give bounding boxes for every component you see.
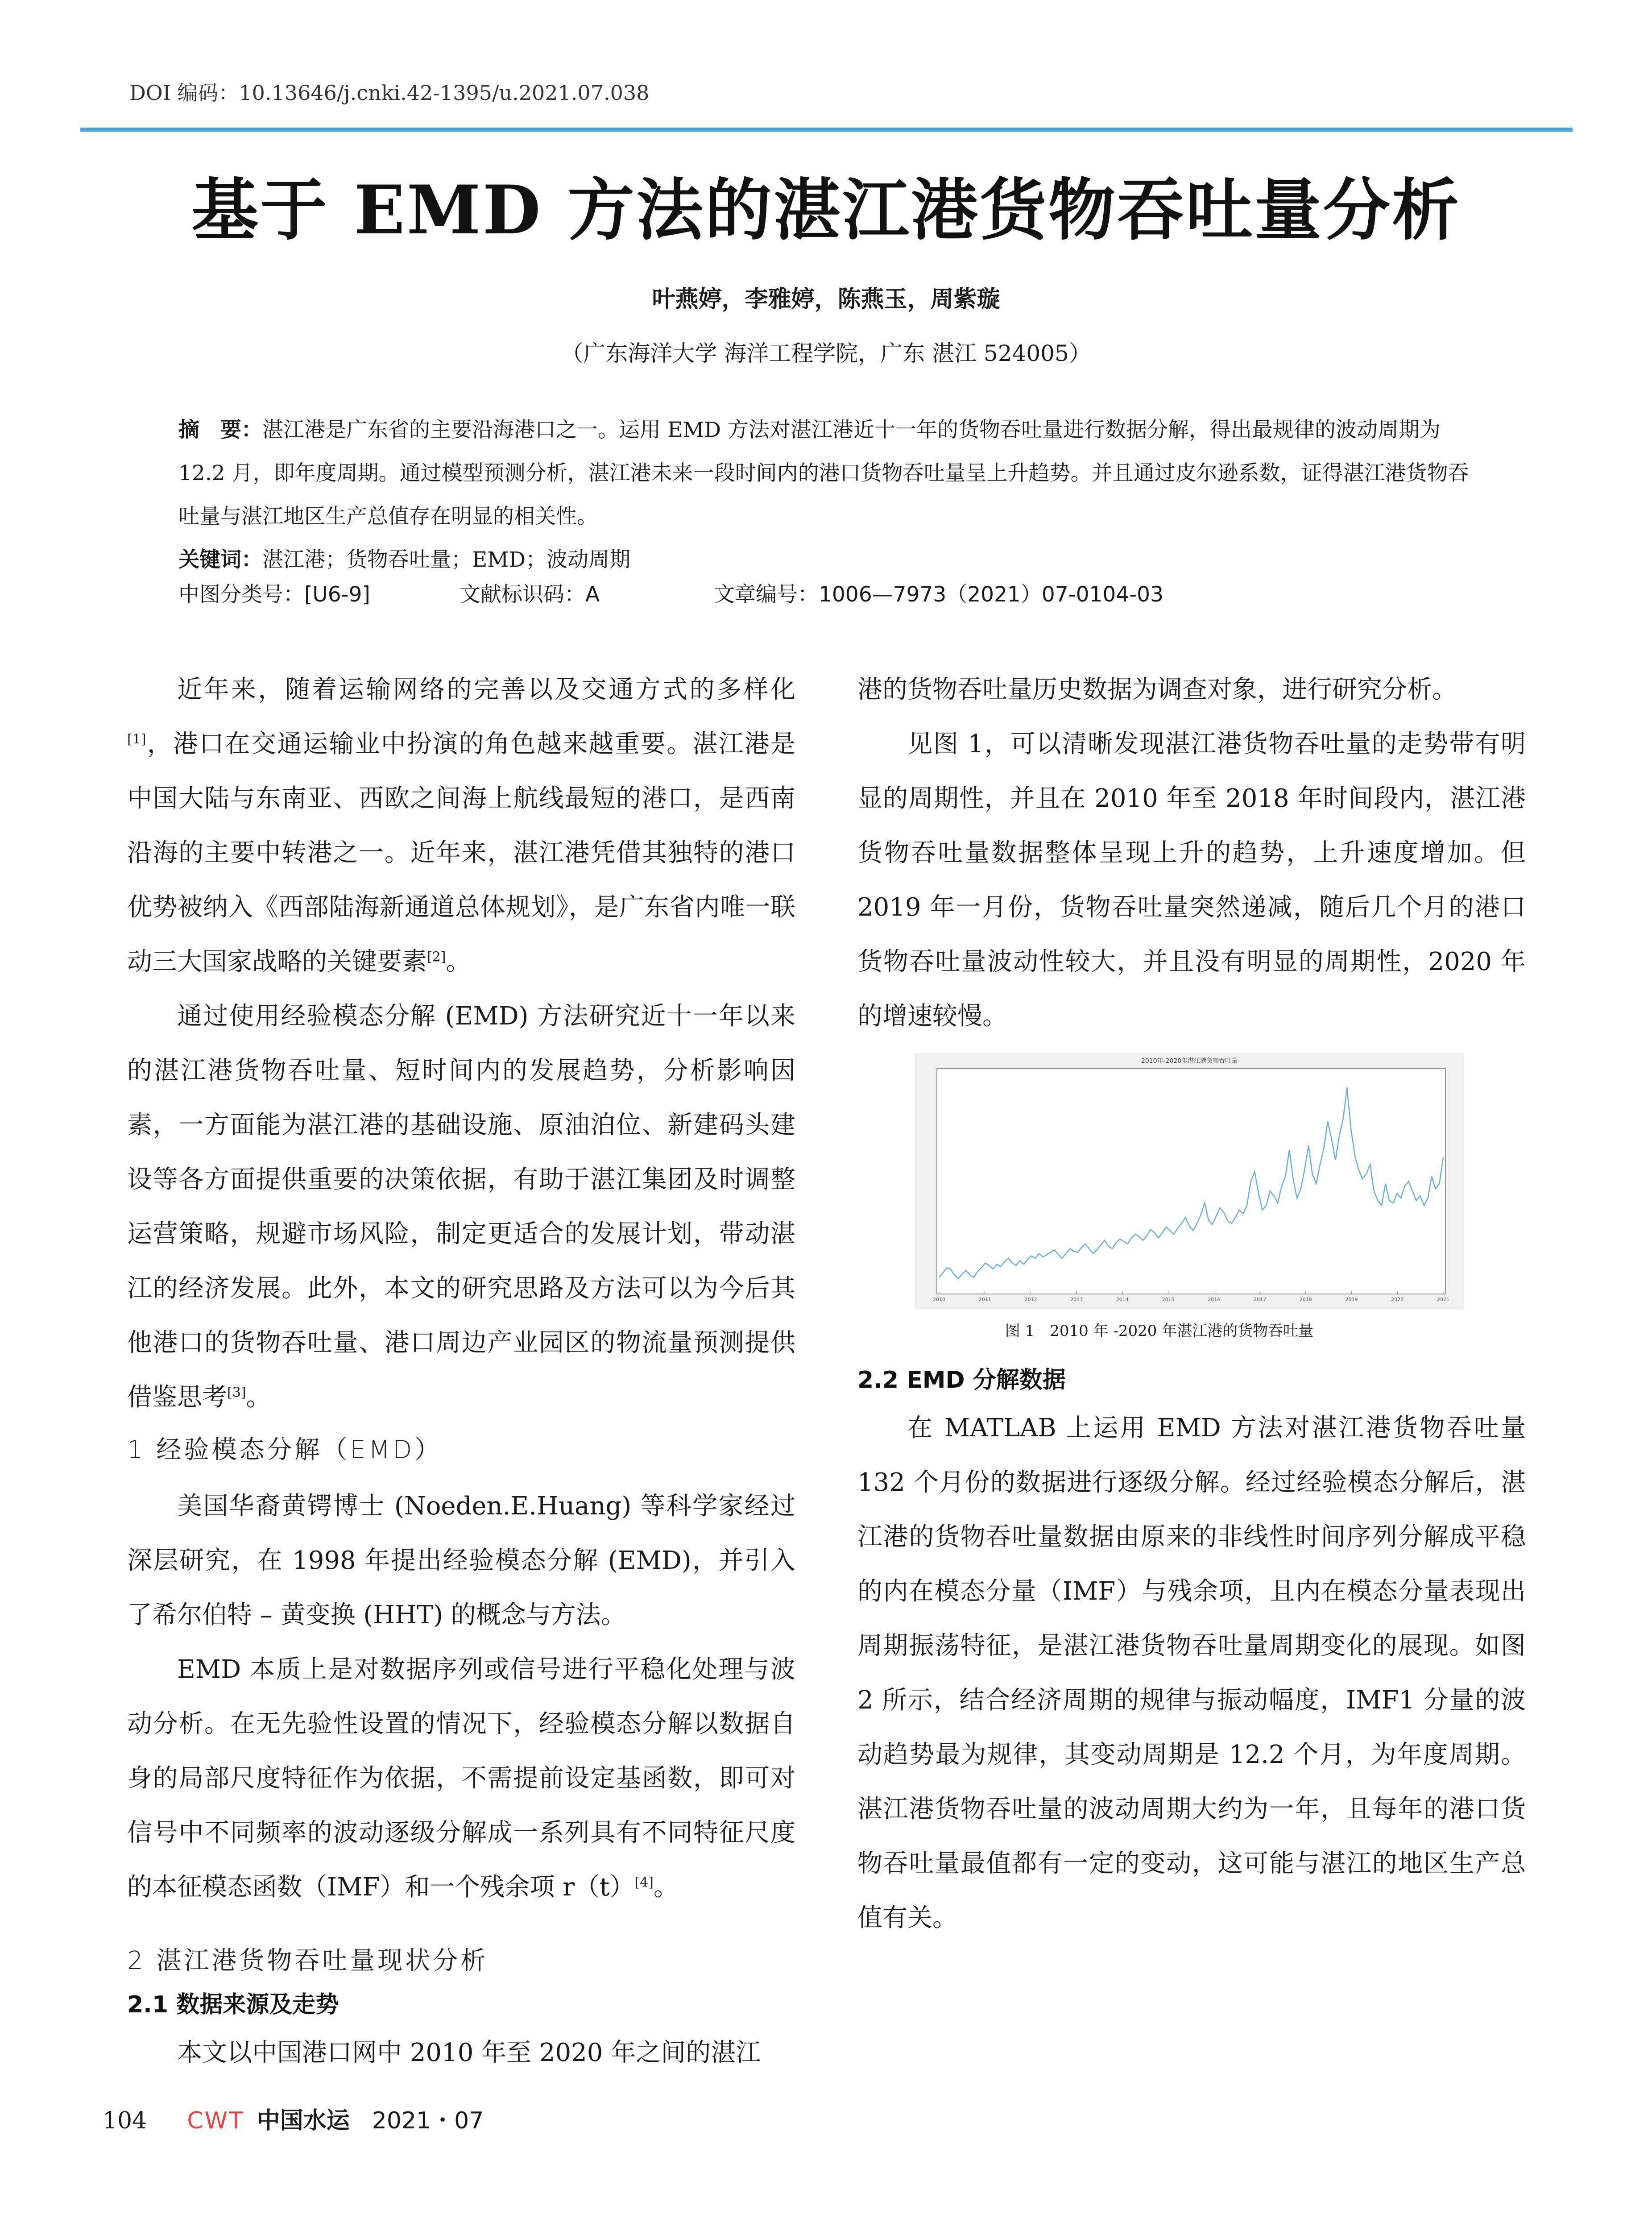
- left-column-sec21: [127, 2026, 795, 2080]
- left-column-sec1: [127, 1479, 795, 1915]
- paper-title: 基于 EMD 方法的湛江港货物吞吐量分析: [191, 171, 1461, 249]
- issue-date: 2021・07: [372, 2107, 484, 2134]
- subsection-heading-2-2: 2.2 EMD 分解数据: [857, 1367, 1066, 1393]
- figure-1: [915, 1053, 1464, 1310]
- right-column-sec22: [857, 1401, 1526, 1945]
- left-column: [127, 663, 795, 1425]
- paragraph: 近年来，随着运输网络的完善以及交通方式的多样化[1]，港口在交通运输业中扮演的角色越来越重要。湛江港是中国大陆与东南亚、西欧之间海上航线最短的港口，是西南沿海的主要中转港之一。近年来，湛江港凭借其独特的港口优势被纳入《西部陆海新通道总体规划》，是广东省内唯一联动三大国家战略的关键要素[2]。: [127, 675, 795, 976]
- chart-title: 2010年-2020年湛江港货物吞吐量: [1141, 1057, 1238, 1065]
- citation: [4]: [634, 1874, 654, 1891]
- x-tick-label: 2020: [1391, 1297, 1404, 1302]
- keywords: 湛江港；货物吞吐量；EMD；波动周期: [262, 547, 631, 572]
- x-tick-label: 2019: [1345, 1297, 1358, 1302]
- citation: [2]: [427, 949, 446, 965]
- x-tick-label: 2010: [933, 1297, 945, 1302]
- x-tick-label: 2016: [1208, 1297, 1221, 1302]
- authors: 叶燕婷，李雅婷，陈燕玉，周紫璇: [652, 286, 1000, 313]
- clc-number: 中图分类号：[U6-9]: [178, 582, 370, 607]
- paragraph: 美国华裔黄锷博士 (Noeden.E.Huang) 等科学家经过深层研究，在 1998 年提出经验模态分解 (EMD)，并引入了希尔伯特 – 黄变换 (HHT) 的概念与方法。: [127, 1492, 795, 1630]
- right-column: [857, 663, 1526, 1044]
- x-tick-label: 2012: [1024, 1297, 1037, 1302]
- x-tick-label: 2015: [1162, 1297, 1175, 1302]
- citation: [3]: [227, 1385, 246, 1401]
- section-heading-2: 2 湛江港货物吞吐量现状分析: [127, 1946, 489, 1975]
- affiliation: （广东海洋大学 海洋工程学院，广东 湛江 524005）: [561, 340, 1091, 366]
- throughput-line-chart: [915, 1053, 1464, 1310]
- x-tick-label: 2013: [1070, 1297, 1083, 1302]
- paragraph: 见图 1，可以清晰发现湛江港货物吞吐量的走势带有明显的周期性，并且在 2010 年至 2018 年时间段内，湛江港货物吞吐量数据整体呈现上升的趋势，上升速度增加。但 2019 年一月份，货物吞吐量突然递减，随后几个月的港口货物吞吐量波动性较大，并且没有明显的周期性，2020 年的增速较慢。: [857, 730, 1526, 1031]
- brand-logo: CWT: [187, 2107, 244, 2134]
- figure-caption: 图 1 2010 年 -2020 年湛江港的货物吞吐量: [1005, 1322, 1314, 1340]
- abstract-label: 摘 要：: [178, 418, 262, 442]
- abstract-text: 湛江港是广东省的主要沿海港口之一。运用 EMD 方法对湛江港近十一年的货物吞吐量进行数据分解，得出最规律的波动周期为 12.2 月，即年度周期。通过模型预测分析，湛江港未来一段时间内的港口货物吞吐量呈上升趋势。并且通过皮尔逊系数，证得湛江港货物吞吐量与湛江地区生产总值存在明显的相关性。: [178, 418, 1469, 529]
- paragraph: 港的货物吞吐量历史数据为调查对象，进行研究分析。: [857, 675, 1457, 704]
- document-code: 文献标识码：A: [460, 582, 600, 607]
- section-heading-1: 1 经验模态分解（EMD）: [127, 1435, 443, 1464]
- article-number: 文章编号：1006—7973（2021）07-0104-03: [714, 582, 1163, 607]
- paragraph: 通过使用经验模态分解 (EMD) 方法研究近十一年以来的湛江港货物吞吐量、短时间内的发展趋势，分析影响因素，一方面能为湛江港的基础设施、原油泊位、新建码头建设等各方面提供重要的决策依据，有助于湛江集团及时调整运营策略，规避市场风险，制定更适合的发展计划，带动湛江的经济发展。此外，本文的研究思路及方法可以为今后其他港口的货物吞吐量、港口周边产业园区的物流量预测提供借鉴思考[3]。: [127, 1002, 795, 1412]
- paragraph: EMD 本质上是对数据序列或信号进行平稳化处理与波动分析。在无先验性设置的情况下，经验模态分解以数据自身的局部尺度特征作为依据，不需提前设定基函数，即可对信号中不同频率的波动逐级分解成一系列具有不同特征尺度的本征模态函数（IMF）和一个残余项 r（t）[4]。: [127, 1655, 795, 1902]
- page-footer: [103, 2102, 484, 2135]
- abstract: [178, 408, 1481, 581]
- x-tick-label: 2011: [978, 1297, 991, 1302]
- keywords-label: 关键词：: [178, 547, 262, 572]
- magazine-name: 中国水运: [257, 2107, 350, 2134]
- paragraph: 在 MATLAB 上运用 EMD 方法对湛江港货物吞吐量 132 个月份的数据进行逐级分解。经过经验模态分解后，湛江港的货物吞吐量数据由原来的非线性时间序列分解成平稳的内在模态分量（IMF）与残余项，且内在模态分量表现出周期振荡特征，是湛江港货物吞吐量周期变化的展现。如图 2 所示，结合经济周期的规律与振动幅度，IMF1 分量的波动趋势最为规律，其变动周期是 12.2 个月，为年度周期。湛江港货物吞吐量的波动周期大约为一年，且每年的港口货物吞吐量最值都有一定的变动，这可能与湛江的地区生产总值有关。: [857, 1414, 1526, 1932]
- subsection-heading-2-1: 2.1 数据来源及走势: [127, 1991, 339, 2018]
- plot-area: [937, 1069, 1445, 1294]
- x-tick-label: 2021: [1437, 1297, 1449, 1302]
- paragraph: 本文以中国港口网中 2010 年至 2020 年之间的湛江: [177, 2038, 761, 2067]
- page-number: 104: [103, 2107, 147, 2134]
- x-tick-label: 2017: [1254, 1297, 1267, 1302]
- header-rule: [80, 128, 1573, 132]
- x-tick-label: 2018: [1299, 1297, 1312, 1302]
- x-tick-label: 2014: [1116, 1297, 1129, 1302]
- citation: [1]: [127, 731, 146, 747]
- doi-code: DOI 编码：10.13646/j.cnki.42-1395/u.2021.07.038: [129, 81, 650, 105]
